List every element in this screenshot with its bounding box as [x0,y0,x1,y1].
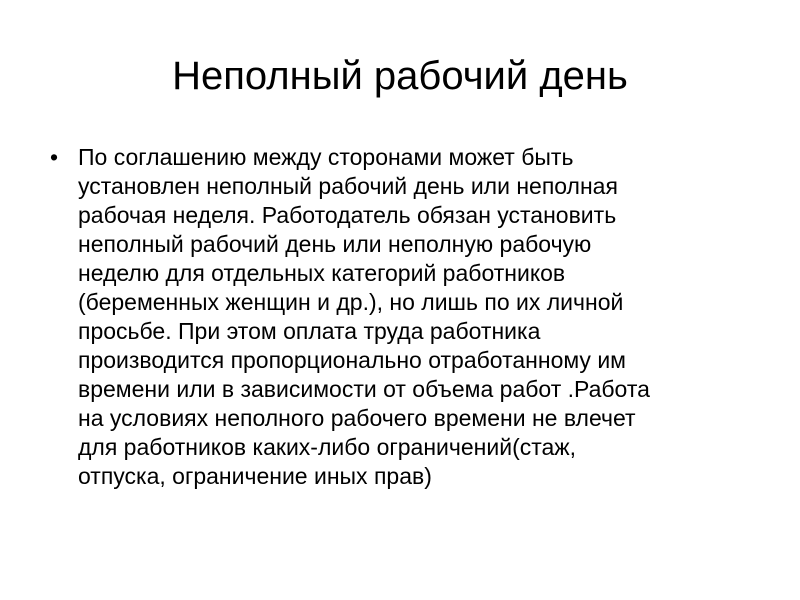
text-line: неполный рабочий день или неполную рабочую [78,231,592,257]
bullet-text [78,143,750,491]
text-line: рабочая неделя. Работодатель обязан установить [78,202,617,228]
text-line: времени или в зависимости от объема работ .Работа [78,376,650,402]
text-line: на условиях неполного рабочего времени не влечет [78,405,636,431]
text-line: отпуска, ограничение иных прав) [78,463,432,489]
slide-title: Неполный рабочий день [172,54,628,98]
text-line: неделю для отдельных категорий работников [78,260,566,286]
bullet-marker: • [50,144,59,170]
text-line: для работников каких-либо ограничений(стаж, [78,434,577,460]
text-line: просьбе. При этом оплата труда работника [78,318,541,344]
slide-content [50,143,750,491]
text-line: установлен неполный рабочий день или неполная [78,173,618,199]
text-line: По соглашению между сторонами может быть [78,144,574,170]
text-line: производится пропорционально отработанному им [78,347,626,373]
text-line: (беременных женщин и др.), но лишь по их личной [78,289,624,315]
bullet-item [50,143,750,491]
bullet-list [50,143,750,491]
